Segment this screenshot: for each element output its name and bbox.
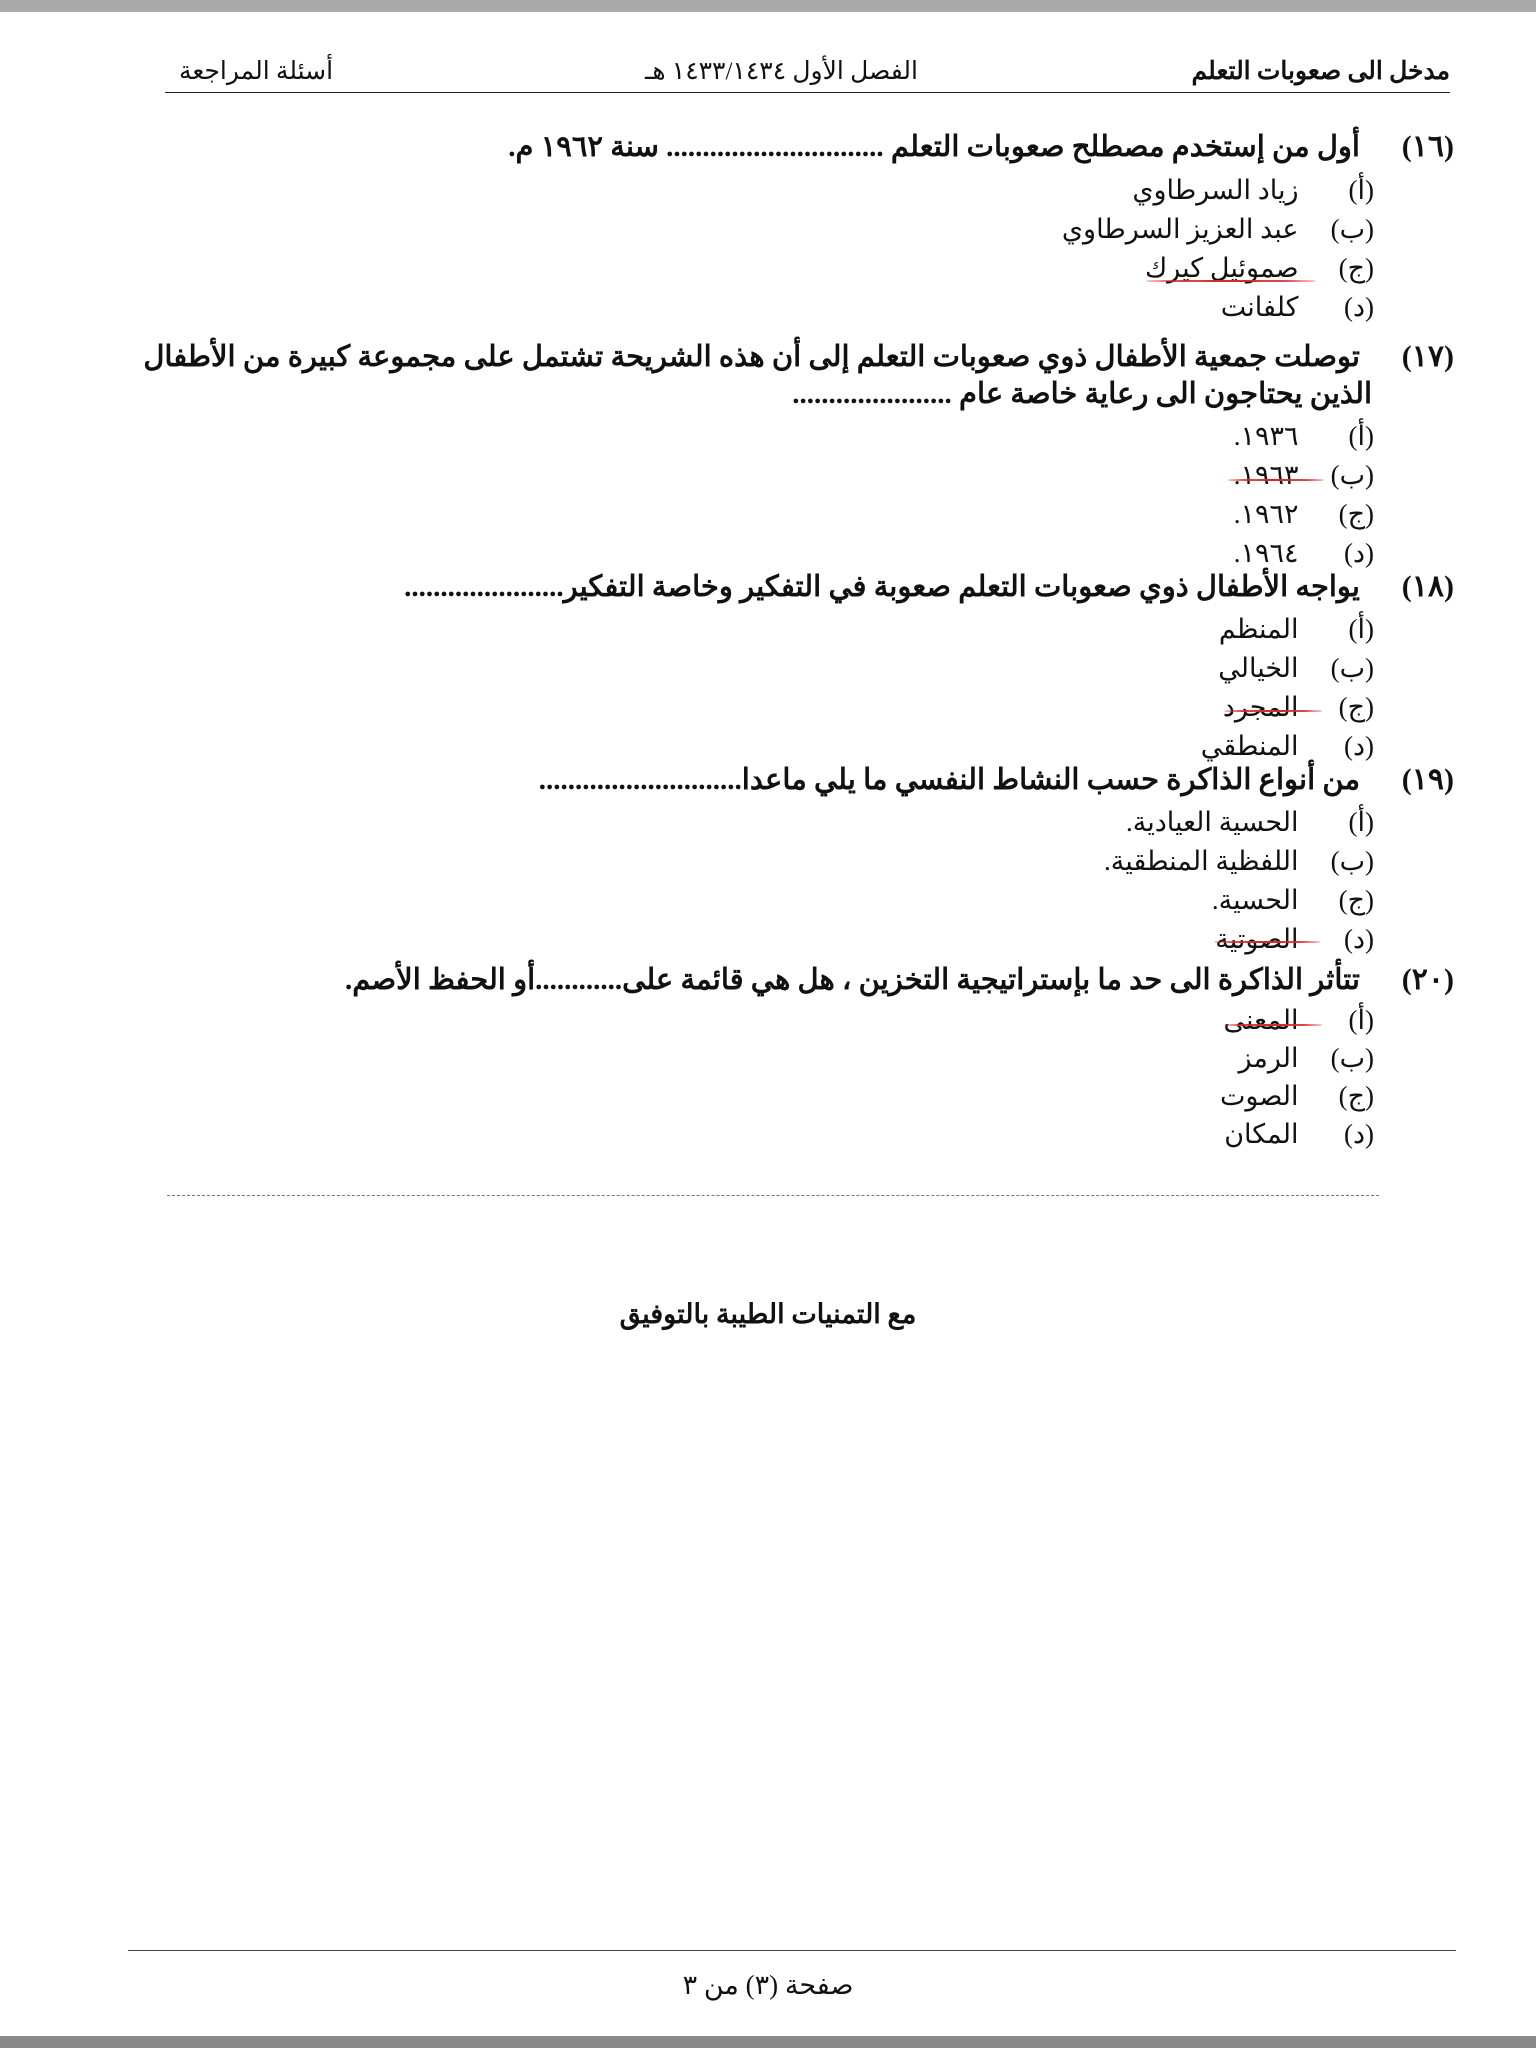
option-d [1234,538,1374,569]
option-text: زياد السرطاوي [1132,175,1299,205]
option-label: (أ) [1348,807,1374,837]
option-text: الحسية العيادية. [1125,807,1299,837]
option-label: (ج) [1338,499,1374,529]
option-text: الخيالي [1218,653,1299,683]
answer-underline-mark [1224,710,1322,712]
option-text: صموئيل كيرك [1145,253,1299,283]
question-text: يواجه الأطفال ذوي صعوبات التعلم صعوبة في التفكير وخاصة التفكير...................... [404,571,1360,603]
option-d [1221,292,1374,323]
option-c [1212,885,1374,916]
option-text: اللفظية المنطقية. [1103,846,1299,876]
option-text: الصوت [1219,1081,1299,1111]
option-text: الحسية. [1211,885,1299,915]
option-b [1062,214,1374,245]
option-b [1104,846,1374,877]
option-b [1239,1043,1375,1074]
option-text: المكان [1224,1119,1299,1149]
page-header [165,50,1450,93]
document-page [0,12,1536,2036]
option-label: (ب) [1330,846,1374,876]
option-a [1223,1005,1374,1036]
question-number: (١٩) [1401,763,1454,796]
option-label: (د) [1343,292,1374,322]
section-divider [167,1195,1379,1196]
option-label: (د) [1343,924,1374,954]
option-label: (أ) [1348,614,1374,644]
option-label: (ج) [1338,253,1374,283]
option-text: الصوتية [1215,924,1299,954]
question-number: (٢٠) [1401,963,1454,996]
question-number: (١٦) [1401,130,1454,163]
option-text: المعنى [1223,1005,1299,1035]
option-c [1223,692,1374,723]
option-label: (أ) [1348,421,1374,451]
option-b [1218,653,1374,684]
option-text: المنطقي [1200,731,1299,761]
question-text-line-1: توصلت جمعية الأطفال ذوي صعوبات التعلم إلى أن هذه الشريحة تشتمل على مجموعة كبيرة من الأطفال [143,341,1360,373]
option-label: (ب) [1330,653,1374,683]
option-label: (ج) [1338,1081,1374,1111]
option-b [1234,460,1374,491]
option-label: (ب) [1330,1043,1374,1073]
option-text: الرمز [1238,1043,1299,1073]
question-text: أول من إستخدم مصطلح صعوبات التعلم .............................. سنة ١٩٦٢ م. [508,131,1360,163]
option-label: (ب) [1330,214,1374,244]
answer-underline-mark [1224,1024,1322,1026]
option-a [1219,614,1374,645]
answer-underline-mark [1214,941,1320,943]
question-number: (١٧) [1401,340,1454,373]
option-text: ١٩٦٣. [1233,460,1299,490]
option-c [1234,499,1374,530]
option-text: عبد العزيز السرطاوي [1061,214,1299,244]
option-text: المجرد [1222,692,1299,722]
question-text: تتأثر الذاكرة الى حد ما بإستراتيجية التخزين ، هل هي قائمة على............أو الحفظ الأصم. [345,964,1360,996]
question-text: من أنواع الذاكرة حسب النشاط النفسي ما يلي ماعدا............................ [538,764,1360,796]
question-number: (١٨) [1401,570,1454,603]
option-label: (ب) [1330,460,1374,490]
answer-underline-mark [1228,479,1324,481]
option-a [1234,421,1374,452]
option-a [1132,175,1374,206]
option-label: (ج) [1338,692,1374,722]
option-d [1224,1119,1374,1150]
option-label: (د) [1343,538,1374,568]
page-number: صفحة (٣) من ٣ [682,1970,854,2000]
term-label: الفصل الأول ١٤٣٣/١٤٣٤ هـ [645,58,918,85]
footer-rule [128,1950,1456,1951]
option-label: (د) [1343,731,1374,761]
viewer-bottom-border [0,2036,1536,2048]
option-c [1220,1081,1374,1112]
option-text: كلفانت [1220,292,1299,322]
option-a [1126,807,1374,838]
option-label: (أ) [1348,175,1374,205]
option-label: (ج) [1338,885,1374,915]
option-label: (أ) [1348,1005,1374,1035]
option-d [1215,924,1374,955]
option-text: ١٩٣٦. [1233,421,1299,451]
answer-underline-mark [1146,280,1316,282]
option-d [1201,731,1374,762]
option-text: ١٩٦٤. [1233,538,1299,568]
viewer-top-border [0,0,1536,12]
option-text: ١٩٦٢. [1233,499,1299,529]
option-text: المنظم [1218,614,1299,644]
closing-message: مع التمنيات الطيبة بالتوفيق [619,1299,917,1329]
course-title: مدخل الى صعوبات التعلم [1191,58,1450,85]
option-label: (د) [1343,1119,1374,1149]
question-text-line-2: الذين يحتاجون الى رعاية خاصة عام ...................... [792,378,1372,410]
document-type-label: أسئلة المراجعة [179,58,334,85]
